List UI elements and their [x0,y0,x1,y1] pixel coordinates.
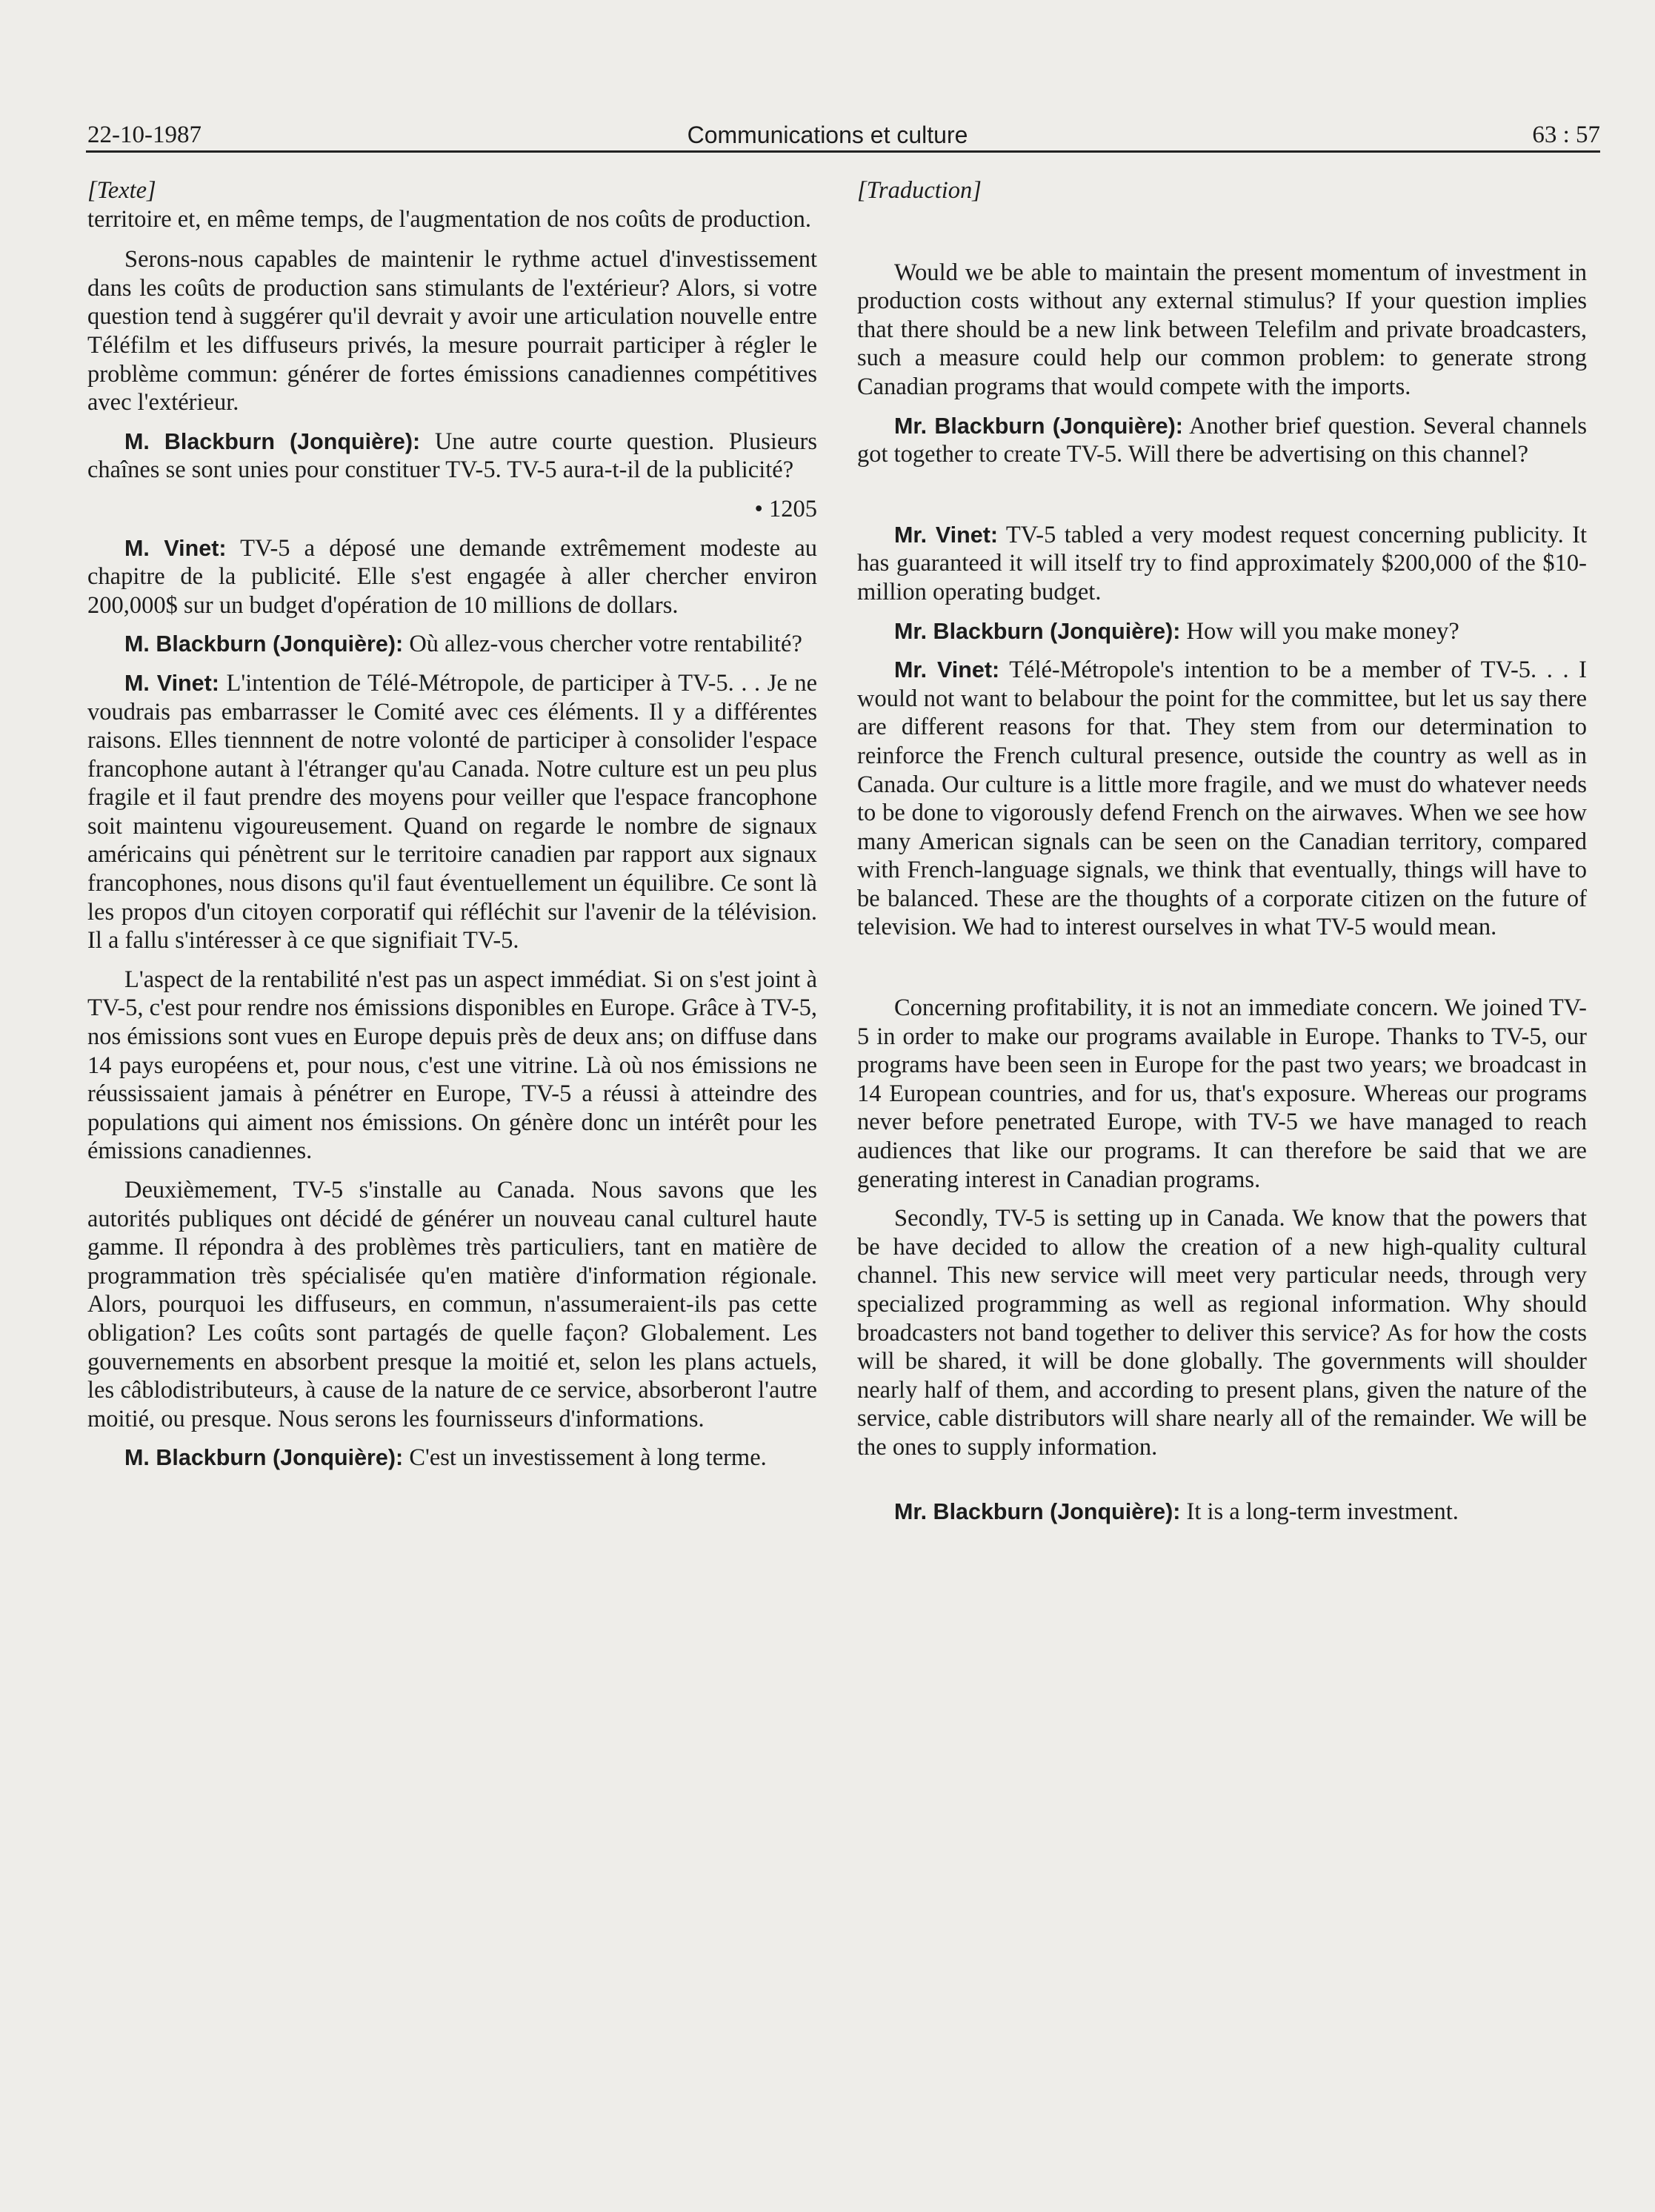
paragraph [87,428,817,485]
paragraph: Would we be able to maintain the present momentum of investment in production costs without any external stimulus? If your question implies that there should be a new link between Telefilm and private broadcasters, such a measure could help our common problem: to generate strong Canadian programs that would compete with the imports. [857,259,1587,400]
speech: Another brief question. Several channels got together to create TV-5. Will there be advertising on this channel? [857,412,1587,468]
speaker: Mr. Blackburn (Jonquière): [894,413,1183,439]
header-date: 22-10-1987 [87,122,202,148]
paragraph: L'aspect de la rentabilité n'est pas un aspect immédiat. Si on s'est joint à TV-5, c'est pour rendre nos émissions disponibles en Europe. Grâce à TV-5, nos émissions sont vues en Europe depuis près de deux ans; on diffuse dans 14 pays européens et, pour nous, c'est une vitrine. Là où nos émissions ne réussissaient jamais à pénétrer en Europe, TV-5 a réussi à atteindre des populations qui aiment nos émissions. On génère donc un intérêt pour les émissions canadiennes. [87,966,817,1165]
paragraph [857,1498,1587,1527]
spacer [857,952,1587,994]
paragraph [857,617,1587,646]
paragraph: Deuxièmement, TV-5 s'installe au Canada. Nous savons que les autorités publiques ont décidé de générer un nouveau canal culturel haute gamme. Il répondra à des problèmes très particuliers, tant en matière de programmation très spécialisée qu'en matière d'information régionale. Alors, pourquoi les diffuseurs, en commun, n'assumeraient-ils pas cette obligation? Les coûts sont partagés de quelle façon? Globalement. Les gouvernements en absorbent presque la moitié et, selon les plans actuels, les câblodistributeurs, à cause de la nature de ce service, absorberont l'autre moitié, ou presque. Nous serons les fournisseurs d'informations. [87,1177,817,1432]
header-page-number: 63 : 57 [1532,122,1600,148]
speech: TV-5 a déposé une demande extrêmement modeste au chapitre de la publicité. Elle s'est engagée à aller chercher environ 200,000$ sur un budget d'opération de 10 millions de dollars. [87,534,817,619]
speaker: Mr. Vinet: [894,657,1000,683]
translation-tag: [Traduction] [857,177,982,204]
spacer [857,479,1587,521]
paragraph: territoire et, en même temps, de l'augmentation de nos coûts de production. [87,205,811,233]
paragraph: Serons-nous capables de maintenir le rythme actuel d'investissement dans les coûts de production sans stimulants de l'extérieur? Alors, si votre question tend à suggérer qu'il devrait y avoir une articulation nouvelle entre Téléfilm et les diffuseurs privés, la mesure pourrait participer à régler le problème commun: générer de fortes émissions canadiennes compétitives avec l'extérieur. [87,246,817,416]
speech: It is a long-term investment. [1186,1498,1459,1525]
spacer [857,1472,1587,1498]
speech: Une autre courte question. Plusieurs chaînes se sont unies pour constituer TV-5. TV-5 aura-t-il de la publicité? [87,428,818,484]
paragraph: Secondly, TV-5 is setting up in Canada. We know that the powers that be have decided to allow the creation of a new high-quality cultural channel. This new service will meet very particular needs, through very specialized programming as well as regional information. Why should broadcasters not band together to deliver this service? As for how the costs will be shared, it will be done globally. The governments will shoulder nearly half of them, and according to present plans, given the nature of the service, cable distributors will share nearly all of the remainder. We will be the ones to supply information. [857,1205,1587,1461]
speech: C'est un investissement à long terme. [409,1444,767,1472]
paragraph [857,521,1587,607]
speaker: M. Vinet: [124,535,227,561]
paragraph [857,656,1587,942]
speech: How will you make money? [1186,617,1459,645]
paragraph [87,1444,817,1472]
speaker: M. Vinet: [124,670,219,696]
speech: Télé-Métropole's intention to be a member of TV-5. . . I would not want to belabour the point for the committee, but let us say there are different reasons for that. They stem from our determination to reinforce the French cultural presence, outside the country as well as in Canada. Our culture is a little more fragile, and we must do whatever needs to be done to vigorously defend French on the airwaves. When we see how many American signals can be seen on the Canadian territory, compared with French-language signals, we think that eventually, things will have to be balanced. These are the thoughts of a corporate citizen on the future of television. We had to interest ourselves in what TV-5 would mean. [857,657,1587,941]
speech: TV-5 tabled a very modest request concerning publicity. It has guaranteed it will itself try to find approximately $200,000 of the $10-million operating budget. [857,521,1588,605]
speech: L'intention de Télé-Métropole, de participer à TV-5. . . Je ne voudrais pas embarrasser le Comité avec ces éléments. Il y a différentes raisons. Elles tiennnent de notre volonté de participer à consolider l'espace francophone autant à l'étranger qu'au Canada. Notre culture est un peu plus fragile et il faut prendre des moyens pour veiller que l'espace francophone soit maintenu vigoureusement. Quand on regarde le nombre de signaux américains qui pénètrent sur le territoire canadien par rapport aux signaux francophones, nous disons qu'il faut éventuellement un équilibre. Ce sont là les propos d'un citoyen corporatif qui réfléchit sur l'avenir de la télévision. Il a fallu s'intéresser à ce que signifiait TV-5. [87,669,818,954]
header-title: Communications et culture [687,122,968,148]
french-column [87,176,817,1483]
speaker: M. Blackburn (Jonquière): [124,631,404,657]
paragraph [87,630,817,659]
speaker: Mr. Blackburn (Jonquière): [894,618,1181,644]
paragraph [857,412,1587,469]
speaker: M. Blackburn (Jonquière): [124,1445,404,1471]
speech: Où allez-vous chercher votre rentabilité? [409,631,802,658]
english-column [857,176,1587,1536]
paragraph: Concerning profitability, it is not an immediate concern. We joined TV-5 in order to make our programs available in Europe. Thanks to TV-5, our programs have been seen in Europe for the past two years; we broadcast in 14 European countries, and for us, that's exposure. Whereas our programs never before penetrated Europe, with TV-5 we have managed to reach audiences that like our programs. It can therefore be said that we are generating interest in Canadian programs. [857,994,1587,1193]
speaker: M. Blackburn (Jonquière): [124,428,421,454]
text-tag: [Texte] [87,177,156,204]
timestamp: • 1205 [754,495,817,522]
paragraph [87,534,817,620]
paragraph [87,669,817,955]
speaker: Mr. Vinet: [894,522,999,548]
speaker: Mr. Blackburn (Jonquière): [894,1498,1181,1524]
header-rule [86,150,1600,153]
